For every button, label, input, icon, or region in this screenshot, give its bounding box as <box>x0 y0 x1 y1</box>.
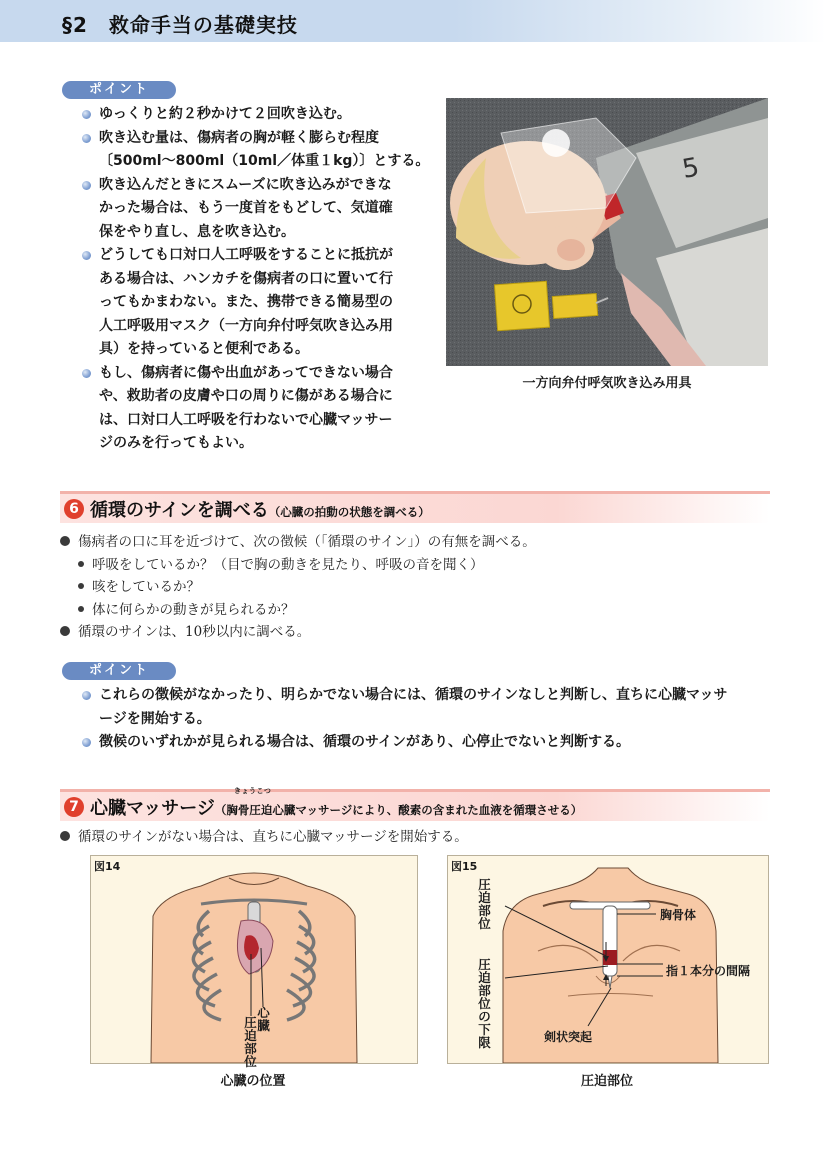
section7-line-text: 循環のサインがない場合は、直ちに心臓マッサージを開始する。 <box>60 825 468 845</box>
section6-number: 6 <box>64 499 84 519</box>
section7-subtitle: （胸骨圧迫心臓マッサージにより、酸素の含まれた血液を循環させる） <box>214 803 583 817</box>
point-item-text: かった場合は、もう一度首をもどして、気道確 <box>99 200 393 216</box>
bullet-icon <box>82 369 91 378</box>
point-badge-2: ポイント <box>62 662 176 680</box>
figure14-heart-label: 心臓 <box>257 1005 270 1033</box>
photo-caption: 一方向弁付呼気吹き込み用具 <box>522 376 692 391</box>
section7-number: 7 <box>64 797 84 817</box>
bullet-icon <box>82 134 91 143</box>
bullet-icon <box>82 181 91 190</box>
mannequin-number: 5 <box>680 152 702 185</box>
point-item <box>82 362 432 456</box>
point-badge: ポイント <box>62 81 176 99</box>
figure14 <box>90 855 418 1069</box>
body-line: 循環のサインは、10秒以内に調べる。 <box>60 620 770 643</box>
bullet-icon <box>82 691 91 700</box>
bullet-icon <box>60 831 70 841</box>
point-item-text: ってもかまわない。また、携帯できる簡易型の <box>99 294 393 310</box>
point-list <box>82 103 432 456</box>
section6-title: 循環のサインを調べる（心臓の拍動の状態を調べる） <box>90 500 430 521</box>
sternum-illustration <box>448 856 768 1063</box>
point-item <box>82 103 432 127</box>
point-item-text: もし、傷病者に傷や出血があってできない場合 <box>99 364 393 381</box>
point-item-text: 保をやり直し、息を吹き込む。 <box>99 223 295 240</box>
point-item-text: どうしても口対口人工呼吸をすることに抵抗が <box>99 247 393 263</box>
mannequin-photo <box>446 98 768 366</box>
point-item <box>82 174 432 245</box>
figure14-label: 図14 <box>94 860 121 873</box>
point-list-2 <box>82 684 772 755</box>
figure15-sternum-label: 胸骨体 <box>660 908 697 922</box>
point-item <box>82 684 772 731</box>
point-item-text: これらの徴候がなかったり、明らかでない場合には、循環のサインなしと判断し、直ちに心臓マッサ <box>99 687 728 703</box>
figure14-press-label: 圧迫部位 <box>244 1015 257 1069</box>
bullet-icon <box>60 626 70 636</box>
body-line: 傷病者の口に耳を近づけて、次の徴候（「循環のサイン」）の有無を調べる。 <box>60 530 770 553</box>
point-item <box>82 127 432 174</box>
section7-title: 心臓マッサージ（胸骨圧迫心臓マッサージにより、酸素の含まれた血液を循環させる） <box>90 798 583 819</box>
bullet-icon <box>78 583 84 589</box>
point-item-text: 吹き込む量は、傷病者の胸が軽く膨らむ程度 <box>99 129 379 146</box>
figure15-finger-label: 指１本分の間隔 <box>666 964 751 978</box>
page-title: §2 救命手当の基礎実技 <box>62 13 298 37</box>
section6-body <box>60 530 770 643</box>
point-item-text: は、口対口人工呼吸を行わないで心臓マッサー <box>99 411 393 428</box>
body-subline: 体に何らかの動きが見られるか？ <box>60 598 770 621</box>
bullet-icon <box>82 251 91 260</box>
bullet-icon <box>78 606 84 612</box>
body-subline: 呼吸をしているか？（目で胸の動きを見たり、呼吸の音を聞く） <box>60 553 770 576</box>
figure15-label: 図15 <box>451 860 478 873</box>
point-item-text: 吹き込んだときにスムーズに吹き込みができな <box>99 176 392 193</box>
point-item <box>82 244 432 362</box>
bullet-icon <box>82 110 91 119</box>
section6-line <box>60 491 770 494</box>
point-item-text: ある場合は、ハンカチを傷病者の口に置いて行 <box>99 270 393 287</box>
bullet-icon <box>60 536 70 546</box>
point-item-text: 人工呼吸用マスク（一方向弁付呼気吹き込み用 <box>99 317 393 334</box>
point-item-text: や、救助者の皮膚や口の周りに傷がある場合に <box>99 388 393 404</box>
figure15-lower-label: 圧迫部位の下限 <box>478 957 491 1050</box>
bullet-icon <box>78 561 84 567</box>
point-item-text: 〔500ml〜800ml（10ml／体重１kg）〕とする。 <box>99 153 430 169</box>
point-item-text: ゆっくりと約２秒かけて２回吹き込む。 <box>99 106 351 122</box>
point-item-text: ージを開始する。 <box>99 710 211 727</box>
figure15-press-label: 圧迫部位 <box>478 877 491 931</box>
section7-ruby: きょうこつ <box>234 787 272 795</box>
point-item-text: 徴候のいずれかが見られる場合は、循環のサインがあり、心停止でないと判断する。 <box>99 734 631 750</box>
figure15-caption: 圧迫部位 <box>580 1074 633 1089</box>
section6-subtitle: （心臓の拍動の状態を調べる） <box>268 505 430 519</box>
bullet-icon <box>82 738 91 747</box>
point-item-text: 具）を持っていると便利である。 <box>99 341 309 357</box>
figure15-xiphoid-label: 剣状突起 <box>544 1030 593 1044</box>
point-item <box>82 731 772 755</box>
point-item-text: ジのみを行ってもよい。 <box>99 435 253 451</box>
mannequin-illustration <box>446 98 768 366</box>
figure14-caption: 心臓の位置 <box>220 1074 286 1089</box>
section7-line <box>60 789 770 792</box>
body-subline: 咳をしているか？ <box>60 575 770 598</box>
figure15 <box>447 855 769 1064</box>
